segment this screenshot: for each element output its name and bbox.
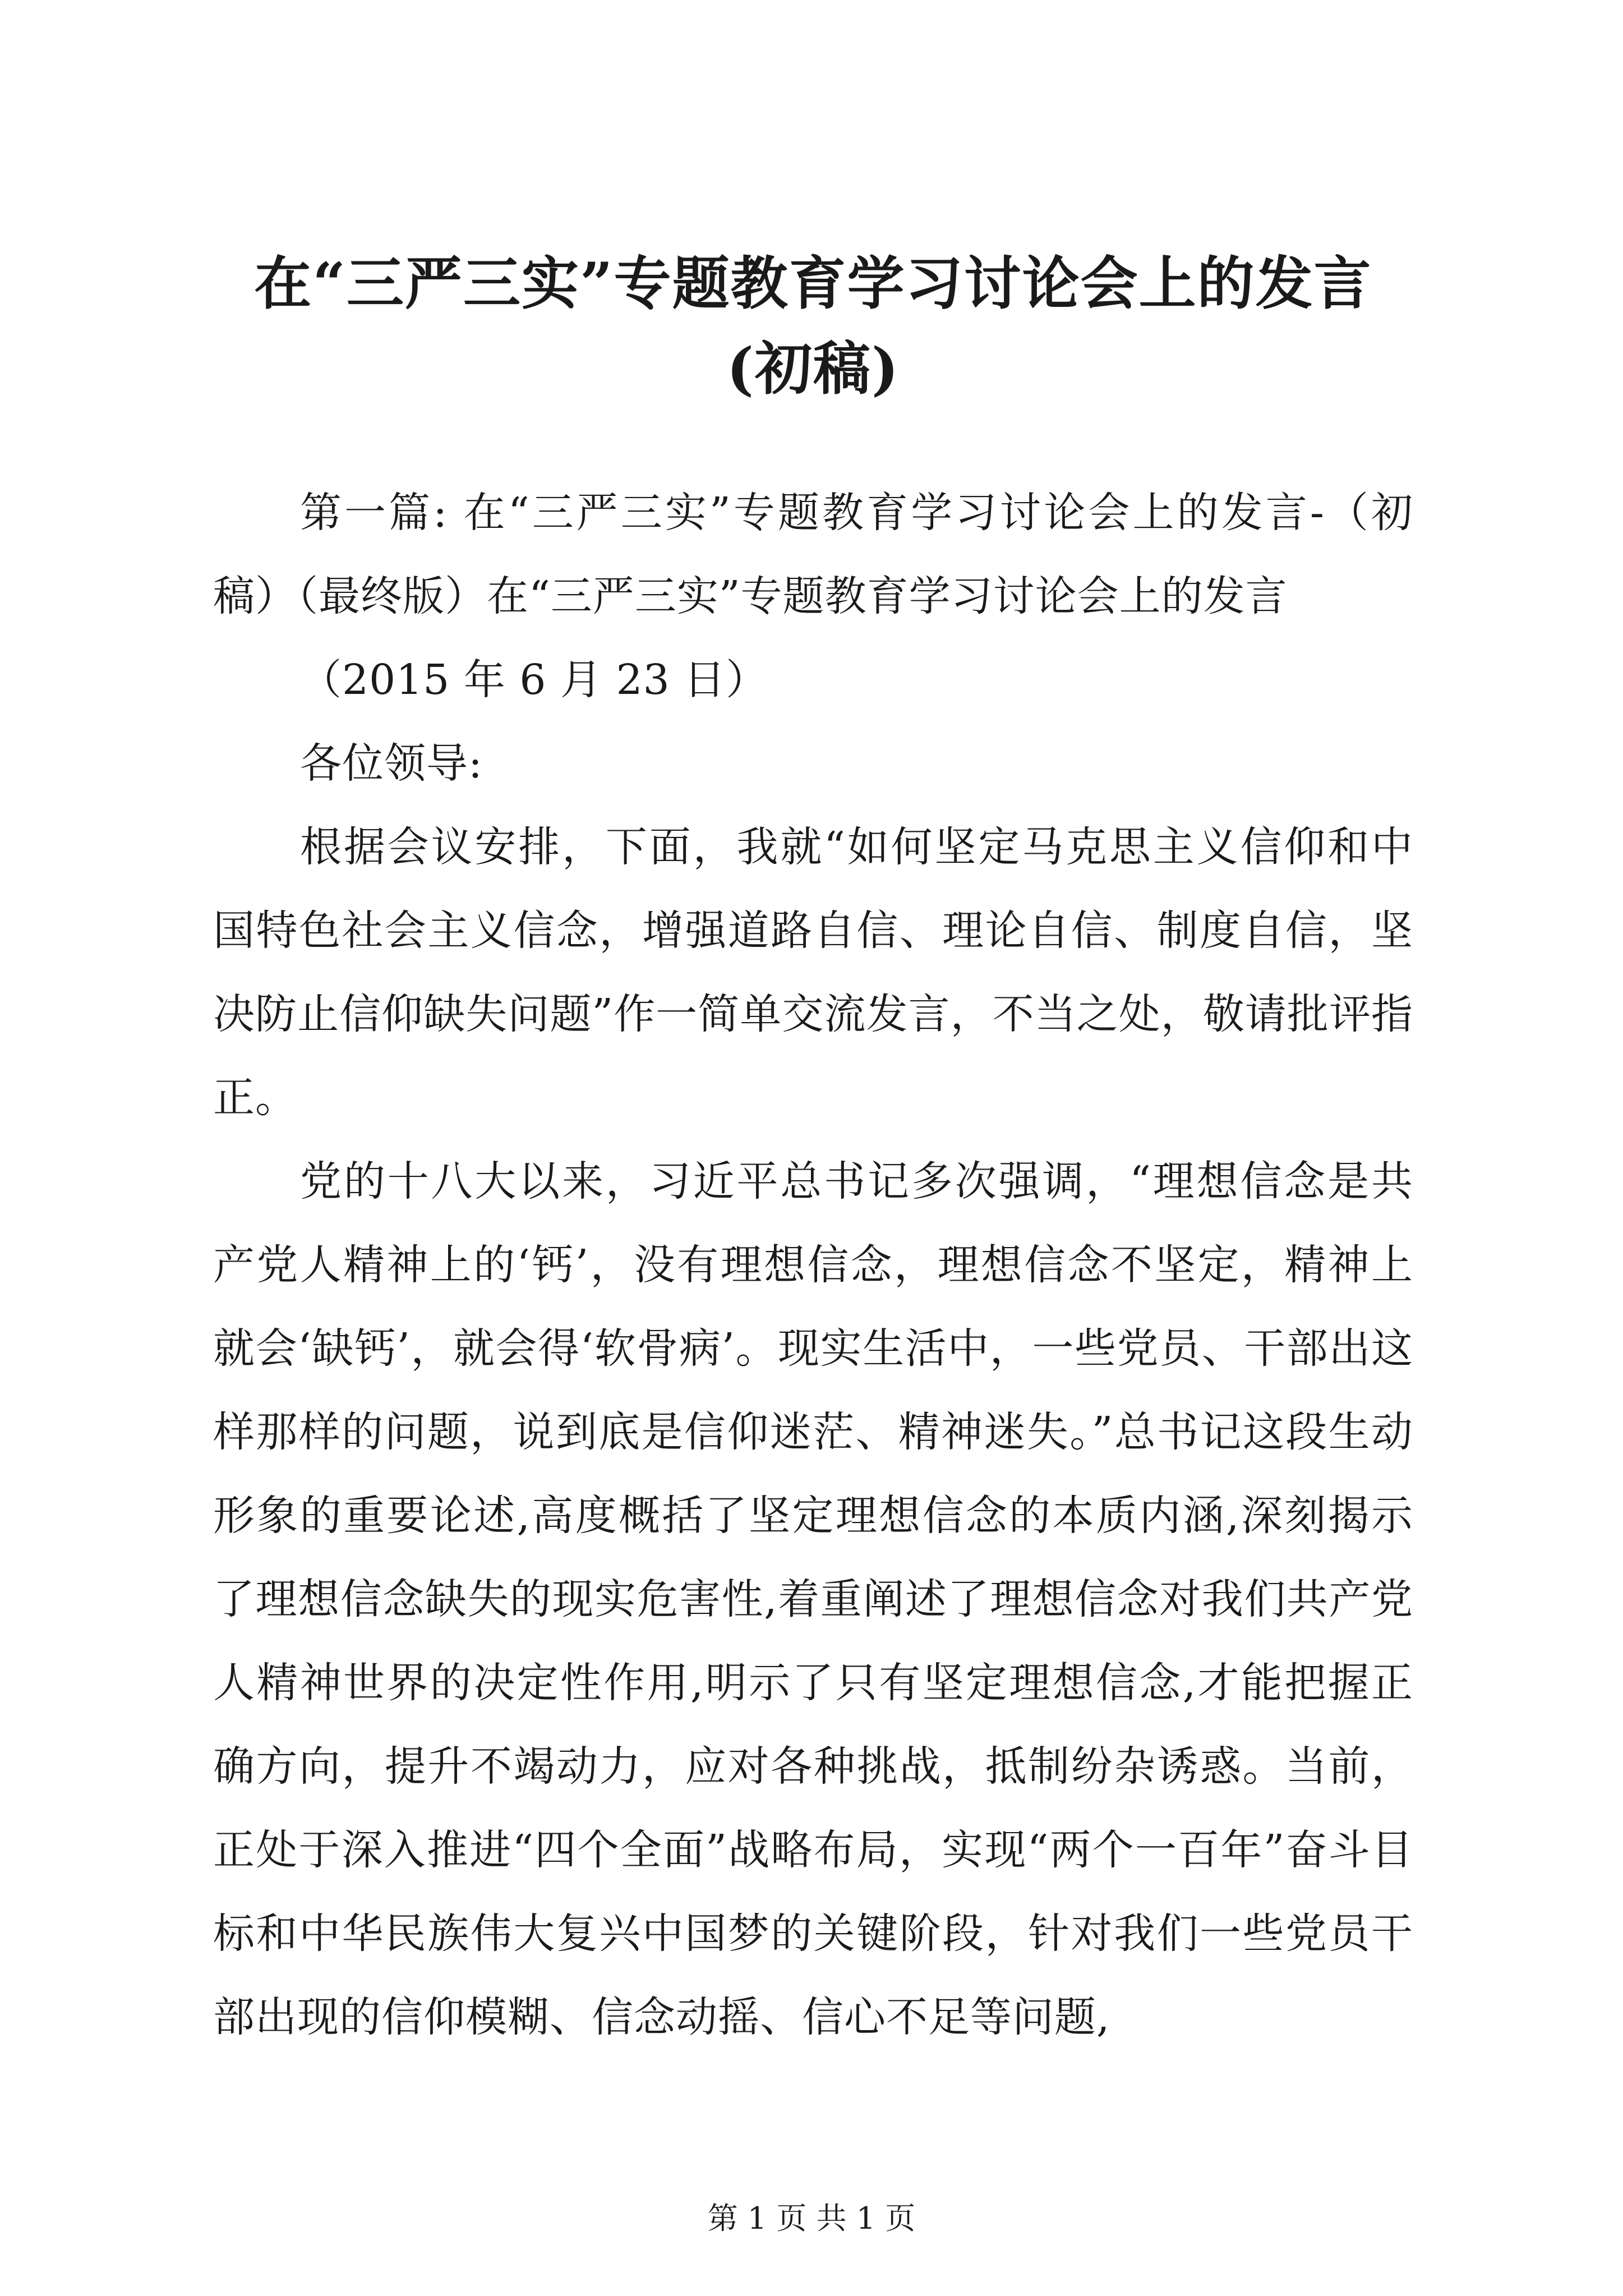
title-line-1: 在“三严三实”专题教育学习讨论会上的发言 <box>254 250 1372 318</box>
paragraph-date: （2015 年 6 月 23 日） <box>300 656 768 704</box>
paragraph-main: 党的十八大以来，习近平总书记多次强调，“理想信念是共产党人精神上的‘钙’，没有理想信念，理想信念不坚定，精神上就会‘缺钙’，就会得‘软骨病’。现实生活中，一些党员、干部出这样那样的问题，说到底是信仰迷茫、精神迷失。”总书记这段生动形象的重要论述,高度概括了坚定理想信念的本质内涵,深刻揭示了理想信念缺失的现实危害性,着重阐述了理想信念对我们共产党人精神世界的决定性作用,明示了只有坚定理想信念,才能把握正确方向，提升不竭动力，应对各种挑战，抵制纷杂诱惑。当前，正处于深入推进“四个全面”战略布局，实现“两个一百年”奋斗目标和中华民族伟大复兴中国梦的关键阶段，针对我们一些党员干部出现的信仰模糊、信念动摇、信心不足等问题, <box>213 1157 1413 2041</box>
paragraph-salutation: 各位领导: <box>300 739 483 788</box>
paragraph-opening: 根据会议安排，下面，我就“如何坚定马克思主义信仰和中国特色社会主义信念，增强道路自信、理论自信、制度自信，坚决防止信仰缺失问题”作一简单交流发言，不当之处，敬请批评指正。 <box>213 823 1413 1122</box>
title-line-2: (初稿) <box>726 335 900 403</box>
page-footer: 第 1 页 共 1 页 <box>707 2201 916 2236</box>
paragraph-intro: 第一篇: 在“三严三实”专题教育学习讨论会上的发言-（初稿）（最终版）在“三严三实”专题教育学习讨论会上的发言 <box>213 489 1413 620</box>
document-title <box>202 241 1424 412</box>
document-body <box>213 471 1413 2059</box>
